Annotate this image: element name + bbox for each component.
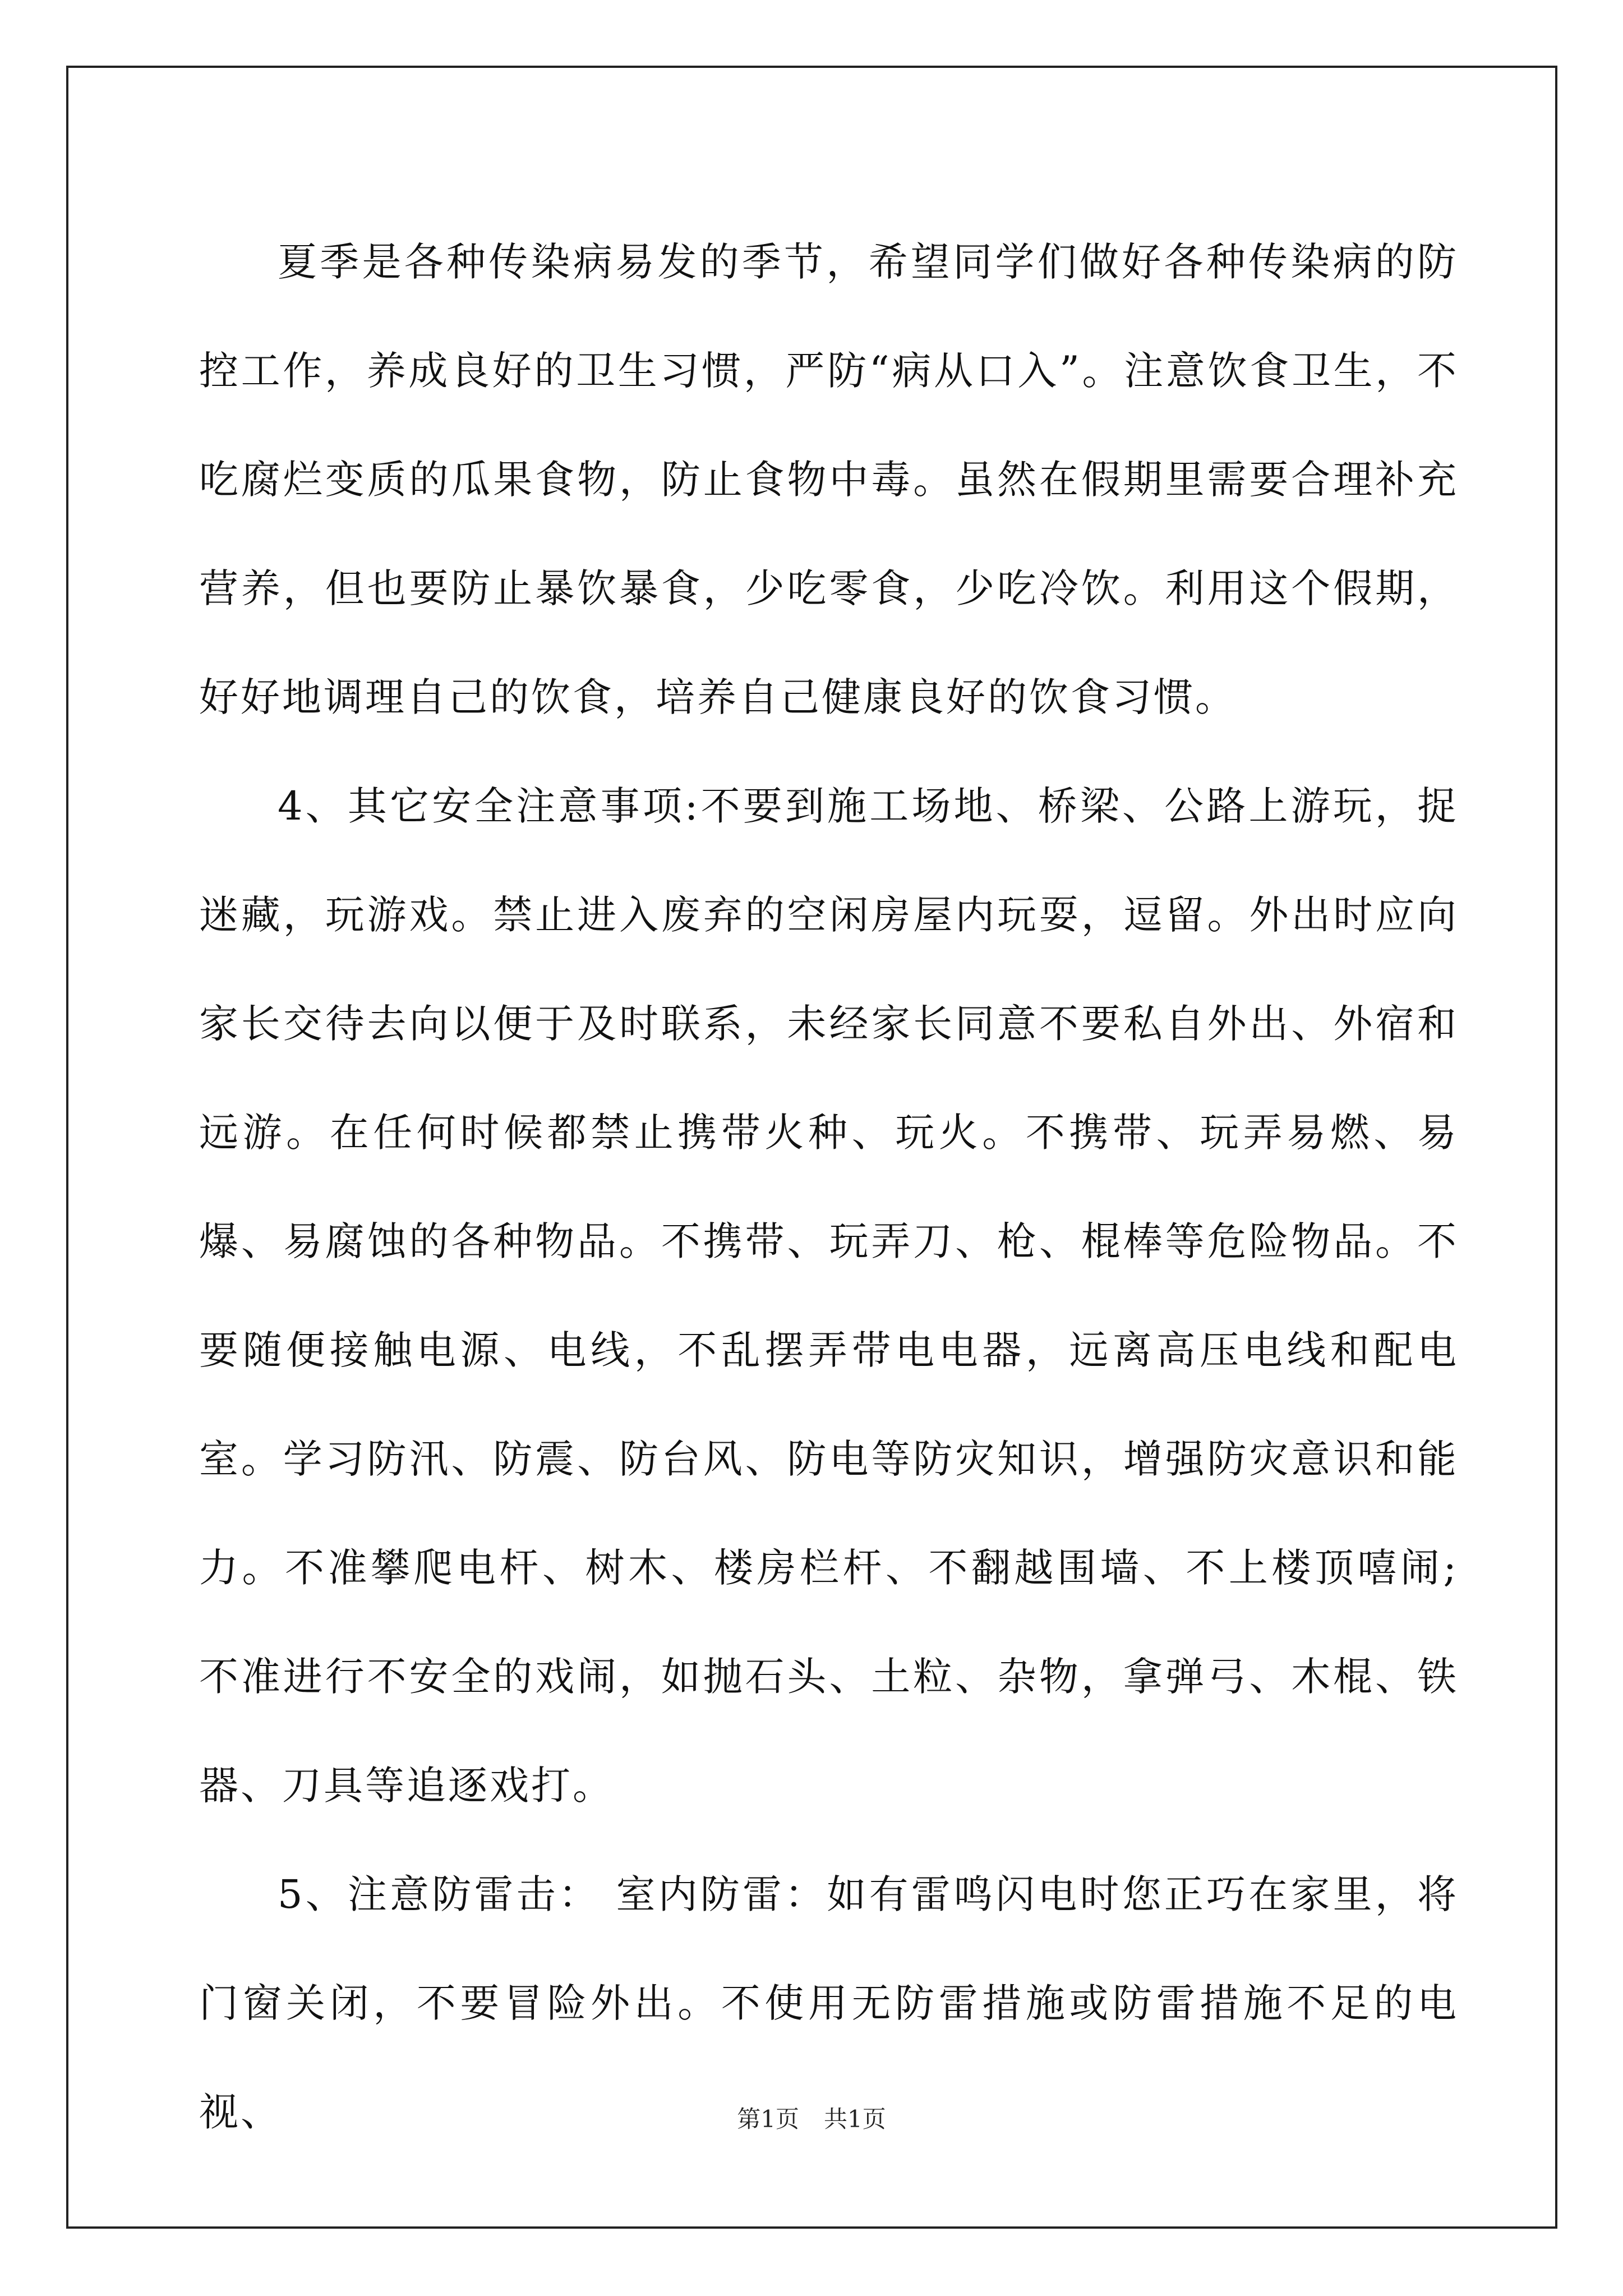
page-footer (0, 2101, 1623, 2134)
page-number-total: 共1页 (824, 2105, 886, 2133)
page-number-current: 第1页 (737, 2105, 799, 2133)
document-body (199, 208, 1459, 2166)
paragraph-disease-prevention: 夏季是各种传染病易发的季节，希望同学们做好各种传染病的防控工作，养成良好的卫生习惯，严防“病从口入”。注意饮食卫生，不吃腐烂变质的瓜果食物，防止食物中毒。虽然在假期里需要合理补充营养，但也要防止暴饮暴食，少吃零食，少吃冷饮。利用这个假期，好好地调理自己的饮食，培养自己健康良好的饮食习惯。 (199, 239, 1459, 720)
paragraph-other-safety: 4、其它安全注意事项:不要到施工场地、桥梁、公路上游玩，捉迷藏，玩游戏。禁止进入废弃的空闲房屋内玩耍，逗留。外出时应向家长交待去向以便于及时联系，未经家长同意不要私自外出、外宿和远游。在任何时候都禁止携带火种、玩火。不携带、玩弄易燃、易爆、易腐蚀的各种物品。不携带、玩弄刀、枪、棍棒等危险物品。不要随便接触电源、电线，不乱摆弄带电电器，远离高压电线和配电室。学习防汛、防震、防台风、防电等防灾知识，增强防灾意识和能力。不准攀爬电杆、树木、楼房栏杆、不翻越围墙、不上楼顶嘻闹;不准进行不安全的戏闹，如抛石头、土粒、杂物，拿弹弓、木棍、铁器、刀具等追逐戏打。 (199, 783, 1459, 1809)
paragraph-lightning: 5、注意防雷击： 室内防雷：如有雷鸣闪电时您正巧在家里，将门窗关闭，不要冒险外出。不使用无防雷措施或防雷措施不足的电视、 (199, 1871, 1459, 2135)
